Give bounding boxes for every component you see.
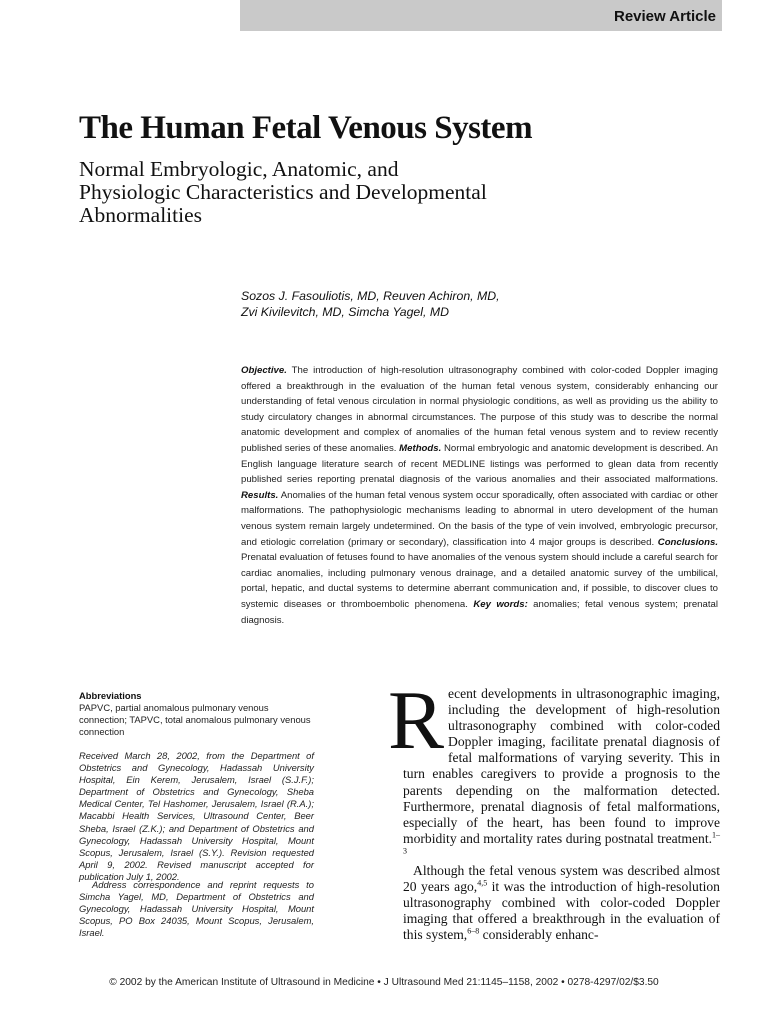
body-paragraph: [388, 674, 720, 863]
paragraph-text: considerably enhanc-: [479, 927, 599, 943]
results-text: Anomalies of the human fetal venous system occur sporadically, often associated with cardiac or other malformations. The pathophysiologic mechanisms leading to abnormal in utero development of the human venous system remain largely undetermined. On the basis of the type of vein involved, embryologic precursor, and etiologic correlation (primary or secondary), classification into 4 major groups is described.: [241, 489, 718, 548]
article-subtitle: Normal Embryologic, Anatomic, and Physiologic Characteristics and Developmental Abnormalities: [79, 157, 487, 227]
keywords-label: Key words:: [473, 598, 528, 610]
results-label: Results.: [241, 489, 279, 501]
conclusions-text: Prenatal evaluation of fetuses found to have anomalies of the venous system should include a careful search for cardiac anomalies, including pulmonary venous drainage, and a detailed anatomic survey of the umbilical, portal, hepatic, and ductal systems to determine aberrant communication and, if possible, to discover clues to systemic diseases or thromboembolic phenomena.: [241, 552, 718, 610]
abstract: [241, 363, 718, 628]
section-label: Review Article: [614, 8, 716, 25]
drop-cap: R: [388, 674, 445, 767]
author-line: Zvi Kivilevitch, MD, Simcha Yagel, MD: [241, 305, 449, 319]
article-title: The Human Fetal Venous System: [79, 110, 533, 146]
methods-text: Normal embryologic and anatomic development is described. An English language literature search of recent MEDLINE listings was performed to glean data from recently published series reporting prenatal diagnosis of the various anomalies and their associated malformations.: [241, 442, 718, 486]
citation-ref: 1–3: [403, 830, 720, 856]
abbreviations-heading: Abbreviations: [79, 690, 142, 701]
citation-ref: 6–8: [467, 926, 480, 936]
citation-ref: 4,5: [477, 878, 488, 888]
paragraph-text: ecent developments in ultrasonographic imaging, including the development of high-resolution ultrasonography combined with color-coded Doppler imaging, facilitate prenatal diagnosis of fetal malformations of varying severity. This in turn enables caregivers to provide a prognosis to the parents depending on the malformation detected. Furthermore, prenatal diagnosis of fetal malformations, especially of the heart, has been found to improve morbidity and mortality rates during postnatal treatment.: [403, 686, 720, 846]
keywords-text: anomalies; fetal venous system; prenatal diagnosis.: [241, 598, 718, 626]
methods-label: Methods.: [399, 442, 442, 454]
section-banner: [240, 0, 722, 31]
paragraph-text: it was the introduction of high-resolution ultrasonography combined with color-coded Doppler imaging that offered a breakthrough in the evaluation of this system,: [403, 879, 720, 943]
author-list: [241, 288, 500, 320]
paragraph-text: Although the fetal venous system was described almost 20 years ago,: [403, 863, 720, 895]
abbreviations-text: PAPVC, partial anomalous pulmonary venous connection; TAPVC, total anomalous pulmonary venous connection: [79, 702, 311, 737]
body-paragraph: [403, 863, 720, 943]
received-note: Received March 28, 2002, from the Department of Obstetrics and Gynecology, Hadassah University Hospital, Ein Kerem, Jerusalem, Israel (S.J.F.); Department of Obstetrics and Gynecology, Sheba Medical Center, Tel Hashomer, Jerusalem, Israel (R.A.); Macabbi Health Services, Ultrasound Center, Beer Sheba, Israel (Z.K.); and Department of Obstetrics and Gynecology, Hadassah University Hospital, Mount Scopus, Jerusalem, Israel (S.Y.). Revision requested April 9, 2002. Revised manuscript accepted for publication July 1, 2002.: [79, 750, 314, 882]
conclusions-label: Conclusions.: [657, 536, 718, 548]
author-line: Sozos J. Fasouliotis, MD, Reuven Achiron, MD,: [241, 289, 500, 303]
correspondence-note: Address correspondence and reprint requests to Simcha Yagel, MD, Department of Obstetrics and Gynecology, Hadassah University Hospital, Mount Scopus, PO Box 24035, Mount Scopus, Jerusalem, Israel.: [79, 879, 314, 939]
body-text-column: [388, 674, 720, 944]
objective-label: Objective.: [241, 365, 287, 376]
page-footer: © 2002 by the American Institute of Ultrasound in Medicine • J Ultrasound Med 21:1145–1158, 2002 • 0278-4297/02/$3.50: [109, 977, 659, 988]
objective-text: The introduction of high-resolution ultrasonography combined with color-coded Doppler imaging offered a breakthrough in the evaluation of the human fetal venous system, considerably enhancing our understanding of fetal venous circulation in normal physiologic conditions, as well as providing us the ability to study circulatory changes in abnormal circumstances. The purpose of this study was to describe the normal anatomic development and complex of anomalies of the human fetal venous system and to review recently published series of these anomalies.: [241, 365, 718, 454]
